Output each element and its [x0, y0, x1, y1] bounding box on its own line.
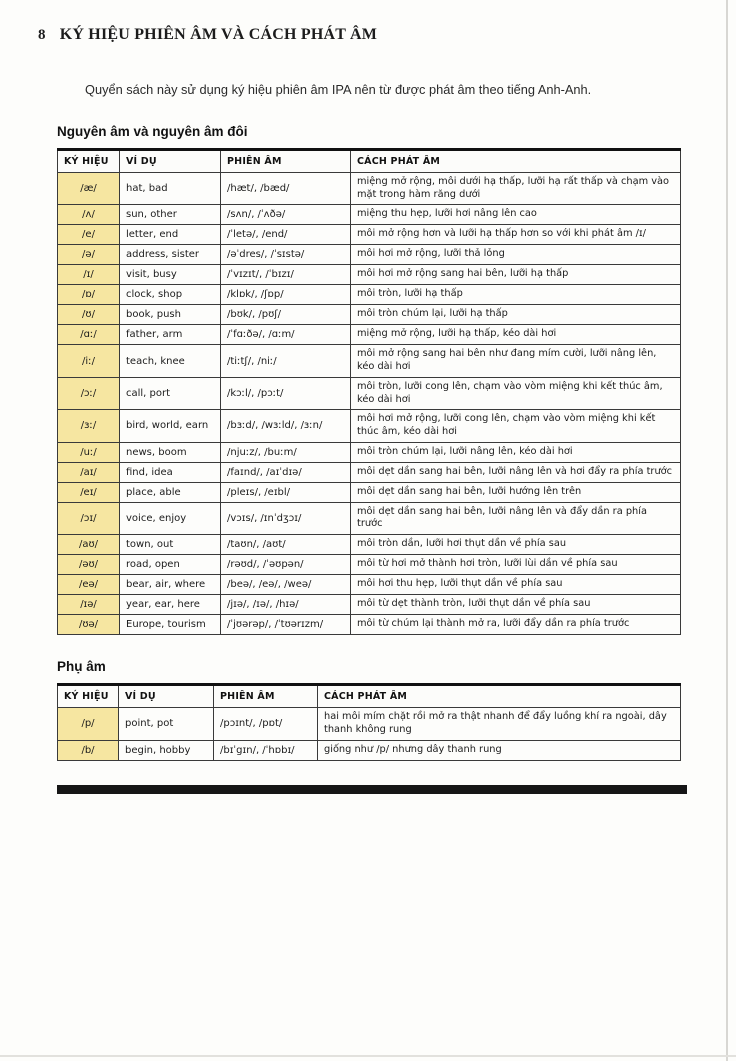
description-cell: môi tròn, lưỡi cong lên, chạm vào vòm miệng khi kết thúc âm, kéo dài hơi: [351, 377, 681, 409]
description-cell: môi dẹt dần sang hai bên, lưỡi nâng lên và đẩy dần ra phía trước: [351, 502, 681, 534]
table-row: [58, 205, 681, 225]
examples-cell: letter, end: [120, 225, 221, 245]
column-header: VÍ DỤ: [120, 149, 221, 172]
description-cell: môi tròn, lưỡi hạ thấp: [351, 285, 681, 305]
table-row: [58, 615, 681, 635]
consonant-section-heading: Phụ âm: [57, 659, 106, 675]
table-row: [58, 225, 681, 245]
description-cell: miệng mở rộng, lưỡi hạ thấp, kéo dài hơi: [351, 325, 681, 345]
table-row: [58, 442, 681, 462]
table-row: [58, 172, 681, 204]
symbol-cell: /b/: [58, 740, 119, 760]
vowel-section-heading: Nguyên âm và nguyên âm đôi: [57, 123, 248, 139]
examples-cell: find, idea: [120, 462, 221, 482]
scan-edge-bottom: [0, 1055, 736, 1057]
examples-cell: bear, air, where: [120, 575, 221, 595]
transcription-cell: /sʌn/, /ˈʌðə/: [221, 205, 351, 225]
transcription-cell: /taʊn/, /aʊt/: [221, 535, 351, 555]
column-header: CÁCH PHÁT ÂM: [318, 685, 681, 708]
transcription-cell: /faɪnd/, /aɪˈdɪə/: [221, 462, 351, 482]
transcription-cell: /bʊk/, /pʊʃ/: [221, 305, 351, 325]
intro-paragraph: Quyển sách này sử dụng ký hiệu phiên âm IPA nên từ được phát âm theo tiếng Anh-Anh.: [85, 82, 592, 97]
symbol-cell: /ɔː/: [58, 377, 120, 409]
column-header: KÝ HIỆU: [58, 685, 119, 708]
transcription-cell: /vɔɪs/, /ɪnˈdʒɔɪ/: [221, 502, 351, 534]
transcription-cell: /bɪˈgɪn/, /ˈhɒbɪ/: [214, 740, 318, 760]
description-cell: môi từ hơi mở thành hơi tròn, lưỡi lùi dần về phía sau: [351, 555, 681, 575]
examples-cell: hat, bad: [120, 172, 221, 204]
symbol-cell: /ʌ/: [58, 205, 120, 225]
table-row: [58, 265, 681, 285]
symbol-cell: /aɪ/: [58, 462, 120, 482]
symbol-cell: /ɪ/: [58, 265, 120, 285]
examples-cell: place, able: [120, 482, 221, 502]
table-row: [58, 325, 681, 345]
examples-cell: book, push: [120, 305, 221, 325]
symbol-cell: /ʊə/: [58, 615, 120, 635]
examples-cell: voice, enjoy: [120, 502, 221, 534]
description-cell: môi hơi mở rộng, lưỡi thả lỏng: [351, 245, 681, 265]
description-cell: môi tròn chúm lại, lưỡi nâng lên, kéo dài hơi: [351, 442, 681, 462]
column-header: KÝ HIỆU: [58, 149, 120, 172]
examples-cell: point, pot: [119, 708, 214, 740]
page-title: KÝ HIỆU PHIÊN ÂM VÀ CÁCH PHÁT ÂM: [59, 26, 378, 43]
examples-cell: news, boom: [120, 442, 221, 462]
symbol-cell: /aʊ/: [58, 535, 120, 555]
transcription-cell: /ˈfɑːðə/, /ɑːm/: [221, 325, 351, 345]
transcription-cell: /pɔɪnt/, /pɒt/: [214, 708, 318, 740]
transcription-cell: /bɜːd/, /wɜːld/, /ɜːn/: [221, 410, 351, 442]
symbol-cell: /æ/: [58, 172, 120, 204]
description-cell: hai môi mím chặt rồi mở ra thật nhanh để đẩy luồng khí ra ngoài, dây thanh không rung: [318, 708, 681, 740]
table-row: [58, 377, 681, 409]
table-row: [58, 502, 681, 534]
examples-cell: Europe, tourism: [120, 615, 221, 635]
column-header: PHIÊN ÂM: [214, 685, 318, 708]
examples-cell: father, arm: [120, 325, 221, 345]
description-cell: môi từ dẹt thành tròn, lưỡi thụt dần về phía sau: [351, 595, 681, 615]
page-header: [38, 26, 688, 44]
description-cell: môi từ chúm lại thành mở ra, lưỡi đẩy dần ra phía trước: [351, 615, 681, 635]
table-row: [58, 245, 681, 265]
symbol-cell: /p/: [58, 708, 119, 740]
description-cell: môi dẹt dần sang hai bên, lưỡi nâng lên và hơi đẩy ra phía trước: [351, 462, 681, 482]
consonant-table: [57, 683, 681, 760]
next-table-cutoff-bar: [57, 785, 687, 794]
description-cell: môi hơi mở rộng, lưỡi cong lên, chạm vào vòm miệng khi kết thúc âm, kéo dài hơi: [351, 410, 681, 442]
transcription-cell: /pleɪs/, /eɪbl/: [221, 482, 351, 502]
page-number: 8: [38, 27, 46, 43]
description-cell: môi tròn dần, lưỡi hơi thụt dần về phía sau: [351, 535, 681, 555]
examples-cell: clock, shop: [120, 285, 221, 305]
examples-cell: sun, other: [120, 205, 221, 225]
table-row: [58, 555, 681, 575]
transcription-cell: /ˈjʊərəp/, /ˈtʊərɪzm/: [221, 615, 351, 635]
table-row: [58, 575, 681, 595]
table-header-row: [58, 685, 681, 708]
examples-cell: year, ear, here: [120, 595, 221, 615]
examples-cell: visit, busy: [120, 265, 221, 285]
description-cell: môi mở rộng hơn và lưỡi hạ thấp hơn so với khi phát âm /ɪ/: [351, 225, 681, 245]
symbol-cell: /e/: [58, 225, 120, 245]
examples-cell: call, port: [120, 377, 221, 409]
column-header: CÁCH PHÁT ÂM: [351, 149, 681, 172]
examples-cell: road, open: [120, 555, 221, 575]
transcription-cell: /əˈdres/, /ˈsɪstə/: [221, 245, 351, 265]
description-cell: môi tròn chúm lại, lưỡi hạ thấp: [351, 305, 681, 325]
description-cell: môi hơi mở rộng sang hai bên, lưỡi hạ thấp: [351, 265, 681, 285]
transcription-cell: /hæt/, /bæd/: [221, 172, 351, 204]
table-row: [58, 595, 681, 615]
examples-cell: teach, knee: [120, 345, 221, 377]
scan-edge-right: [726, 0, 728, 1061]
symbol-cell: /ə/: [58, 245, 120, 265]
symbol-cell: /ɪə/: [58, 595, 120, 615]
description-cell: môi mở rộng sang hai bên như đang mím cười, lưỡi nâng lên, kéo dài hơi: [351, 345, 681, 377]
vowel-table: [57, 148, 681, 635]
examples-cell: town, out: [120, 535, 221, 555]
symbol-cell: /əʊ/: [58, 555, 120, 575]
column-header: PHIÊN ÂM: [221, 149, 351, 172]
transcription-cell: /jɪə/, /ɪə/, /hɪə/: [221, 595, 351, 615]
examples-cell: begin, hobby: [119, 740, 214, 760]
transcription-cell: /tiːtʃ/, /niː/: [221, 345, 351, 377]
table-header-row: [58, 149, 681, 172]
transcription-cell: /klɒk/, /ʃɒp/: [221, 285, 351, 305]
table-row: [58, 305, 681, 325]
column-header: VÍ DỤ: [119, 685, 214, 708]
symbol-cell: /uː/: [58, 442, 120, 462]
symbol-cell: /eɪ/: [58, 482, 120, 502]
transcription-cell: /ˈvɪzɪt/, /ˈbɪzɪ/: [221, 265, 351, 285]
symbol-cell: /iː/: [58, 345, 120, 377]
transcription-cell: /kɔːl/, /pɔːt/: [221, 377, 351, 409]
symbol-cell: /eə/: [58, 575, 120, 595]
symbol-cell: /ɑː/: [58, 325, 120, 345]
symbol-cell: /ɒ/: [58, 285, 120, 305]
table-row: [58, 345, 681, 377]
description-cell: môi dẹt dần sang hai bên, lưỡi hướng lên trên: [351, 482, 681, 502]
transcription-cell: /rəʊd/, /ˈəʊpən/: [221, 555, 351, 575]
transcription-cell: /njuːz/, /buːm/: [221, 442, 351, 462]
symbol-cell: /ɜː/: [58, 410, 120, 442]
transcription-cell: /beə/, /eə/, /weə/: [221, 575, 351, 595]
description-cell: môi hơi thu hẹp, lưỡi thụt dần về phía sau: [351, 575, 681, 595]
symbol-cell: /ʊ/: [58, 305, 120, 325]
table-row: [58, 285, 681, 305]
examples-cell: address, sister: [120, 245, 221, 265]
symbol-cell: /ɔɪ/: [58, 502, 120, 534]
table-row: [58, 708, 681, 740]
table-row: [58, 535, 681, 555]
description-cell: miệng thu hẹp, lưỡi hơi nâng lên cao: [351, 205, 681, 225]
transcription-cell: /ˈletə/, /end/: [221, 225, 351, 245]
examples-cell: bird, world, earn: [120, 410, 221, 442]
description-cell: giống như /p/ nhưng dây thanh rung: [318, 740, 681, 760]
table-row: [58, 740, 681, 760]
table-row: [58, 410, 681, 442]
description-cell: miệng mở rộng, môi dưới hạ thấp, lưỡi hạ rất thấp và chạm vào mặt trong hàm răng dưới: [351, 172, 681, 204]
table-row: [58, 462, 681, 482]
table-row: [58, 482, 681, 502]
